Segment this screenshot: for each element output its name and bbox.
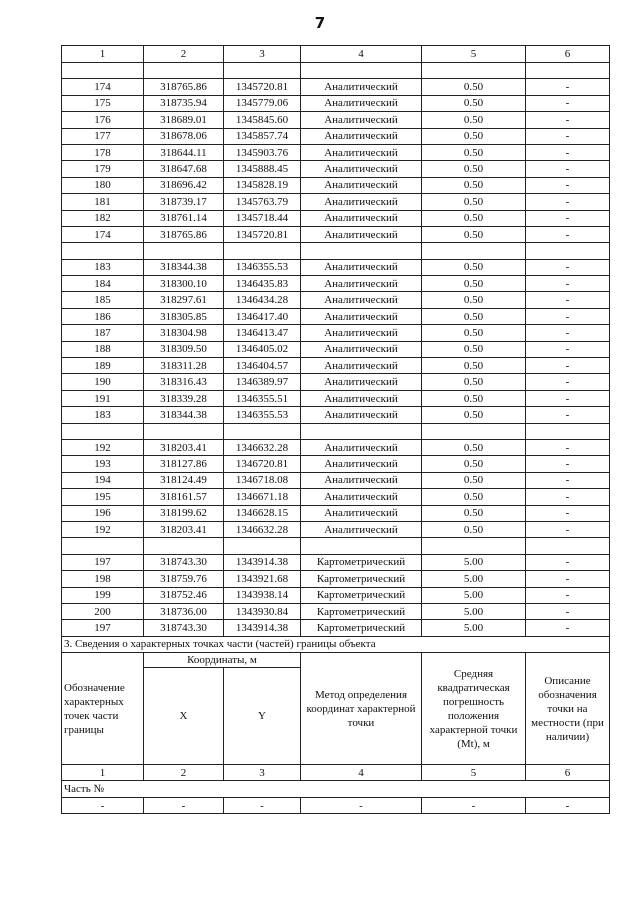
x-coordinate-cell: 318344.38	[144, 407, 224, 423]
header-x: X	[144, 668, 224, 765]
y-coordinate-cell: 1346632.28	[224, 439, 301, 455]
description-cell: -	[526, 226, 610, 242]
point-id-cell: 193	[62, 456, 144, 472]
point-row	[62, 407, 610, 423]
accuracy-cell: 0.50	[422, 194, 526, 210]
x-coordinate-cell: 318305.85	[144, 308, 224, 324]
method-cell: Аналитический	[301, 210, 422, 226]
x-coordinate-cell: 318124.49	[144, 472, 224, 488]
x-coordinate-cell: 318689.01	[144, 112, 224, 128]
x-coordinate-cell: 318309.50	[144, 341, 224, 357]
empty-cell	[301, 63, 422, 79]
column-number: 5	[422, 46, 526, 63]
point-id-cell: 179	[62, 161, 144, 177]
y-coordinate-cell: 1343914.38	[224, 554, 301, 570]
point-row	[62, 177, 610, 193]
y-coordinate-cell: 1346355.53	[224, 259, 301, 275]
section-title-row	[62, 636, 610, 652]
point-row	[62, 128, 610, 144]
point-row	[62, 292, 610, 308]
accuracy-cell: 5.00	[422, 620, 526, 636]
empty-cell	[526, 423, 610, 439]
cell: -	[224, 797, 301, 813]
method-cell: Аналитический	[301, 226, 422, 242]
description-cell: -	[526, 341, 610, 357]
accuracy-cell: 0.50	[422, 177, 526, 193]
page-number: 7	[314, 14, 326, 32]
y-coordinate-cell: 1345845.60	[224, 112, 301, 128]
empty-cell	[144, 243, 224, 259]
method-cell: Аналитический	[301, 177, 422, 193]
y-coordinate-cell: 1345720.81	[224, 79, 301, 95]
point-row	[62, 521, 610, 537]
description-cell: -	[526, 128, 610, 144]
description-cell: -	[526, 95, 610, 111]
description-cell: -	[526, 259, 610, 275]
method-cell: Картометрический	[301, 571, 422, 587]
x-coordinate-cell: 318735.94	[144, 95, 224, 111]
cell: -	[144, 797, 224, 813]
point-row	[62, 79, 610, 95]
accuracy-cell: 0.50	[422, 161, 526, 177]
accuracy-cell: 0.50	[422, 259, 526, 275]
accuracy-cell: 0.50	[422, 489, 526, 505]
group-spacer-row	[62, 538, 610, 554]
method-cell: Аналитический	[301, 390, 422, 406]
method-cell: Аналитический	[301, 325, 422, 341]
y-coordinate-cell: 1346720.81	[224, 456, 301, 472]
y-coordinate-cell: 1345720.81	[224, 226, 301, 242]
accuracy-cell: 0.50	[422, 308, 526, 324]
description-cell: -	[526, 407, 610, 423]
cell: -	[526, 797, 610, 813]
empty-cell	[62, 423, 144, 439]
y-coordinate-cell: 1345857.74	[224, 128, 301, 144]
column-number: 4	[301, 46, 422, 63]
empty-cell	[224, 243, 301, 259]
y-coordinate-cell: 1346355.51	[224, 390, 301, 406]
x-coordinate-cell: 318696.42	[144, 177, 224, 193]
method-cell: Аналитический	[301, 358, 422, 374]
point-id-cell: 174	[62, 226, 144, 242]
x-coordinate-cell: 318743.30	[144, 620, 224, 636]
boundary-points-table	[61, 45, 610, 814]
x-coordinate-cell: 318647.68	[144, 161, 224, 177]
method-cell: Аналитический	[301, 472, 422, 488]
point-id-cell: 199	[62, 587, 144, 603]
point-row	[62, 308, 610, 324]
point-row	[62, 325, 610, 341]
section-title: 3. Сведения о характерных точках части (частей) границы объекта	[62, 636, 610, 652]
empty-cell	[224, 423, 301, 439]
description-cell: -	[526, 292, 610, 308]
point-id-cell: 192	[62, 439, 144, 455]
accuracy-cell: 0.50	[422, 439, 526, 455]
y-coordinate-cell: 1346417.40	[224, 308, 301, 324]
method-cell: Картометрический	[301, 554, 422, 570]
point-row	[62, 505, 610, 521]
point-row	[62, 554, 610, 570]
accuracy-cell: 5.00	[422, 571, 526, 587]
empty-cell	[224, 538, 301, 554]
description-cell: -	[526, 472, 610, 488]
method-cell: Аналитический	[301, 439, 422, 455]
header-accuracy: Средняя квадратическая погрешность положения характерной точки (Mt), м	[422, 653, 526, 765]
point-id-cell: 189	[62, 358, 144, 374]
y-coordinate-cell: 1343938.14	[224, 587, 301, 603]
x-coordinate-cell: 318203.41	[144, 439, 224, 455]
accuracy-cell: 0.50	[422, 79, 526, 95]
empty-cell	[62, 63, 144, 79]
description-cell: -	[526, 521, 610, 537]
point-id-cell: 180	[62, 177, 144, 193]
method-cell: Аналитический	[301, 505, 422, 521]
point-id-cell: 186	[62, 308, 144, 324]
point-id-cell: 184	[62, 276, 144, 292]
description-cell: -	[526, 276, 610, 292]
point-id-cell: 183	[62, 259, 144, 275]
empty-cell	[224, 63, 301, 79]
point-row	[62, 161, 610, 177]
header-y: Y	[224, 668, 301, 765]
x-coordinate-cell: 318199.62	[144, 505, 224, 521]
column-number: 1	[62, 765, 144, 781]
x-coordinate-cell: 318304.98	[144, 325, 224, 341]
empty-cell	[301, 423, 422, 439]
x-coordinate-cell: 318127.86	[144, 456, 224, 472]
method-cell: Аналитический	[301, 407, 422, 423]
description-cell: -	[526, 489, 610, 505]
description-cell: -	[526, 571, 610, 587]
x-coordinate-cell: 318644.11	[144, 144, 224, 160]
group-spacer-row	[62, 63, 610, 79]
point-row	[62, 620, 610, 636]
y-coordinate-cell: 1346413.47	[224, 325, 301, 341]
y-coordinate-cell: 1346628.15	[224, 505, 301, 521]
description-cell: -	[526, 194, 610, 210]
method-cell: Картометрический	[301, 587, 422, 603]
accuracy-cell: 0.50	[422, 144, 526, 160]
header-description: Описание обозначения точки на местности (при наличии)	[526, 653, 610, 765]
empty-cell	[526, 63, 610, 79]
description-cell: -	[526, 210, 610, 226]
y-coordinate-cell: 1345718.44	[224, 210, 301, 226]
description-cell: -	[526, 554, 610, 570]
x-coordinate-cell: 318765.86	[144, 226, 224, 242]
x-coordinate-cell: 318765.86	[144, 79, 224, 95]
empty-cell	[62, 538, 144, 554]
y-coordinate-cell: 1345763.79	[224, 194, 301, 210]
point-row	[62, 587, 610, 603]
accuracy-cell: 0.50	[422, 112, 526, 128]
section-column-number-row	[62, 765, 610, 781]
column-number-row	[62, 46, 610, 63]
x-coordinate-cell: 318344.38	[144, 259, 224, 275]
method-cell: Аналитический	[301, 194, 422, 210]
accuracy-cell: 0.50	[422, 456, 526, 472]
method-cell: Аналитический	[301, 161, 422, 177]
accuracy-cell: 0.50	[422, 374, 526, 390]
method-cell: Аналитический	[301, 144, 422, 160]
x-coordinate-cell: 318752.46	[144, 587, 224, 603]
point-id-cell: 200	[62, 603, 144, 619]
method-cell: Аналитический	[301, 374, 422, 390]
empty-cell	[301, 538, 422, 554]
empty-cell	[422, 423, 526, 439]
method-cell: Аналитический	[301, 259, 422, 275]
method-cell: Аналитический	[301, 308, 422, 324]
column-number: 3	[224, 46, 301, 63]
point-id-cell: 181	[62, 194, 144, 210]
empty-cell	[301, 243, 422, 259]
description-cell: -	[526, 358, 610, 374]
column-number: 6	[526, 765, 610, 781]
point-row	[62, 456, 610, 472]
method-cell: Аналитический	[301, 79, 422, 95]
x-coordinate-cell: 318743.30	[144, 554, 224, 570]
accuracy-cell: 5.00	[422, 603, 526, 619]
method-cell: Аналитический	[301, 292, 422, 308]
method-cell: Аналитический	[301, 95, 422, 111]
empty-cell	[422, 63, 526, 79]
point-id-cell: 188	[62, 341, 144, 357]
method-cell: Аналитический	[301, 341, 422, 357]
header-point-designation: Обозначение характерных точек части границы	[62, 653, 144, 765]
point-id-cell: 187	[62, 325, 144, 341]
description-cell: -	[526, 390, 610, 406]
point-row	[62, 226, 610, 242]
x-coordinate-cell: 318339.28	[144, 390, 224, 406]
y-coordinate-cell: 1346718.08	[224, 472, 301, 488]
group-spacer-row	[62, 243, 610, 259]
x-coordinate-cell: 318311.28	[144, 358, 224, 374]
y-coordinate-cell: 1343921.68	[224, 571, 301, 587]
y-coordinate-cell: 1346671.18	[224, 489, 301, 505]
column-number: 2	[144, 765, 224, 781]
method-cell: Картометрический	[301, 603, 422, 619]
accuracy-cell: 0.50	[422, 95, 526, 111]
section-header-row	[62, 653, 610, 668]
accuracy-cell: 5.00	[422, 554, 526, 570]
description-cell: -	[526, 620, 610, 636]
point-row	[62, 439, 610, 455]
point-row	[62, 603, 610, 619]
empty-cell	[526, 243, 610, 259]
accuracy-cell: 0.50	[422, 210, 526, 226]
point-row	[62, 374, 610, 390]
point-row	[62, 112, 610, 128]
point-id-cell: 183	[62, 407, 144, 423]
method-cell: Аналитический	[301, 456, 422, 472]
accuracy-cell: 0.50	[422, 521, 526, 537]
method-cell: Картометрический	[301, 620, 422, 636]
y-coordinate-cell: 1346404.57	[224, 358, 301, 374]
column-number: 6	[526, 46, 610, 63]
point-id-cell: 182	[62, 210, 144, 226]
y-coordinate-cell: 1346632.28	[224, 521, 301, 537]
description-cell: -	[526, 456, 610, 472]
point-row	[62, 489, 610, 505]
accuracy-cell: 0.50	[422, 325, 526, 341]
point-row	[62, 341, 610, 357]
accuracy-cell: 0.50	[422, 226, 526, 242]
y-coordinate-cell: 1346355.53	[224, 407, 301, 423]
accuracy-cell: 0.50	[422, 407, 526, 423]
y-coordinate-cell: 1345828.19	[224, 177, 301, 193]
accuracy-cell: 0.50	[422, 390, 526, 406]
column-number: 2	[144, 46, 224, 63]
description-cell: -	[526, 144, 610, 160]
cell: -	[62, 797, 144, 813]
y-coordinate-cell: 1346434.28	[224, 292, 301, 308]
point-id-cell: 198	[62, 571, 144, 587]
y-coordinate-cell: 1343914.38	[224, 620, 301, 636]
empty-cell	[144, 538, 224, 554]
point-row	[62, 390, 610, 406]
part-label: Часть №	[62, 781, 610, 797]
method-cell: Аналитический	[301, 112, 422, 128]
column-number: 3	[224, 765, 301, 781]
point-id-cell: 178	[62, 144, 144, 160]
accuracy-cell: 0.50	[422, 341, 526, 357]
point-row	[62, 144, 610, 160]
point-row	[62, 259, 610, 275]
group-spacer-row	[62, 423, 610, 439]
point-id-cell: 197	[62, 554, 144, 570]
point-id-cell: 195	[62, 489, 144, 505]
x-coordinate-cell: 318759.76	[144, 571, 224, 587]
column-number: 4	[301, 765, 422, 781]
x-coordinate-cell: 318300.10	[144, 276, 224, 292]
description-cell: -	[526, 587, 610, 603]
y-coordinate-cell: 1345779.06	[224, 95, 301, 111]
accuracy-cell: 0.50	[422, 292, 526, 308]
x-coordinate-cell: 318739.17	[144, 194, 224, 210]
description-cell: -	[526, 603, 610, 619]
cell: -	[422, 797, 526, 813]
x-coordinate-cell: 318161.57	[144, 489, 224, 505]
empty-cell	[422, 538, 526, 554]
method-cell: Аналитический	[301, 276, 422, 292]
point-id-cell: 196	[62, 505, 144, 521]
column-number: 5	[422, 765, 526, 781]
description-cell: -	[526, 308, 610, 324]
y-coordinate-cell: 1346389.97	[224, 374, 301, 390]
point-id-cell: 175	[62, 95, 144, 111]
empty-cell	[144, 63, 224, 79]
point-row	[62, 358, 610, 374]
description-cell: -	[526, 161, 610, 177]
empty-data-row	[62, 797, 610, 813]
description-cell: -	[526, 374, 610, 390]
method-cell: Аналитический	[301, 521, 422, 537]
x-coordinate-cell: 318203.41	[144, 521, 224, 537]
description-cell: -	[526, 325, 610, 341]
empty-cell	[62, 243, 144, 259]
point-row	[62, 472, 610, 488]
point-id-cell: 176	[62, 112, 144, 128]
accuracy-cell: 5.00	[422, 587, 526, 603]
point-id-cell: 191	[62, 390, 144, 406]
column-number: 1	[62, 46, 144, 63]
point-id-cell: 194	[62, 472, 144, 488]
point-row	[62, 276, 610, 292]
header-method: Метод определения координат характерной точки	[301, 653, 422, 765]
description-cell: -	[526, 505, 610, 521]
point-row	[62, 571, 610, 587]
x-coordinate-cell: 318316.43	[144, 374, 224, 390]
accuracy-cell: 0.50	[422, 505, 526, 521]
cell: -	[301, 797, 422, 813]
description-cell: -	[526, 112, 610, 128]
empty-cell	[422, 243, 526, 259]
header-coordinates: Координаты, м	[144, 653, 301, 668]
y-coordinate-cell: 1346405.02	[224, 341, 301, 357]
accuracy-cell: 0.50	[422, 276, 526, 292]
x-coordinate-cell: 318761.14	[144, 210, 224, 226]
point-id-cell: 177	[62, 128, 144, 144]
point-id-cell: 190	[62, 374, 144, 390]
x-coordinate-cell: 318297.61	[144, 292, 224, 308]
method-cell: Аналитический	[301, 489, 422, 505]
y-coordinate-cell: 1343930.84	[224, 603, 301, 619]
point-row	[62, 210, 610, 226]
accuracy-cell: 0.50	[422, 358, 526, 374]
y-coordinate-cell: 1346435.83	[224, 276, 301, 292]
y-coordinate-cell: 1345888.45	[224, 161, 301, 177]
method-cell: Аналитический	[301, 128, 422, 144]
y-coordinate-cell: 1345903.76	[224, 144, 301, 160]
point-id-cell: 174	[62, 79, 144, 95]
empty-cell	[144, 423, 224, 439]
point-id-cell: 192	[62, 521, 144, 537]
accuracy-cell: 0.50	[422, 128, 526, 144]
x-coordinate-cell: 318678.06	[144, 128, 224, 144]
empty-cell	[526, 538, 610, 554]
point-row	[62, 95, 610, 111]
x-coordinate-cell: 318736.00	[144, 603, 224, 619]
description-cell: -	[526, 79, 610, 95]
point-row	[62, 194, 610, 210]
part-label-row	[62, 781, 610, 797]
point-id-cell: 185	[62, 292, 144, 308]
description-cell: -	[526, 439, 610, 455]
point-id-cell: 197	[62, 620, 144, 636]
description-cell: -	[526, 177, 610, 193]
accuracy-cell: 0.50	[422, 472, 526, 488]
